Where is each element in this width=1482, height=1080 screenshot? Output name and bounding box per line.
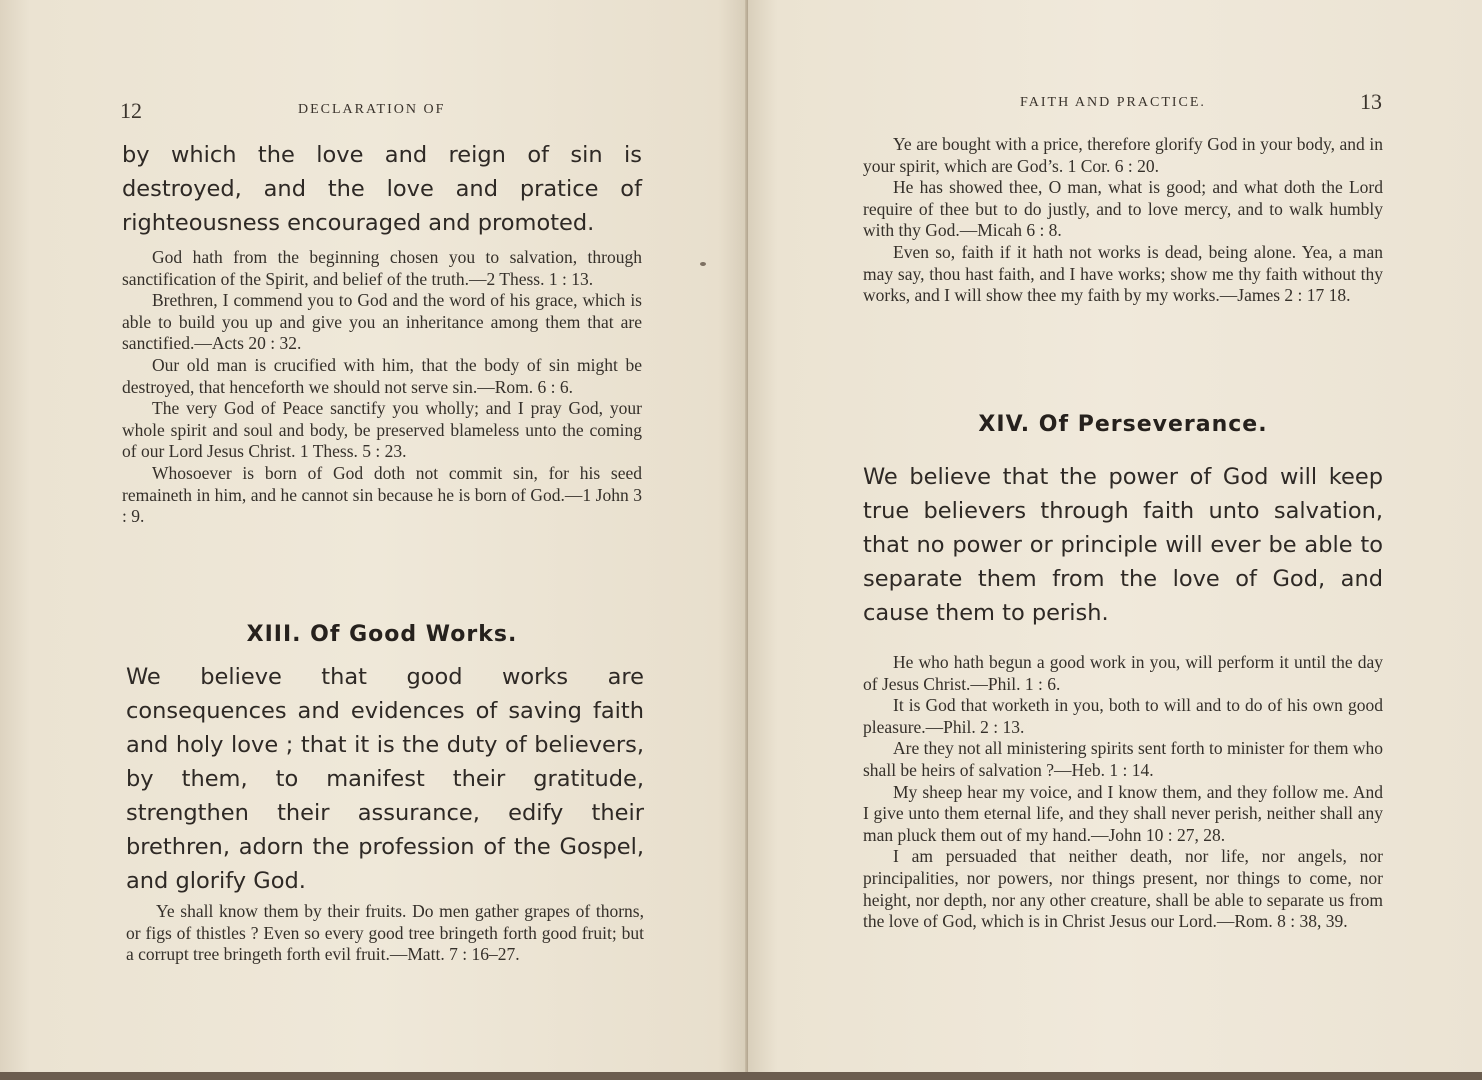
section-heading: XIV. Of Perseverance. — [978, 412, 1268, 437]
section-text: We believe that the power of God will keep true believers through faith unto salvation, that no power or principle will ever be able to separate them from the love of God, and cause them to perish. — [863, 464, 1383, 626]
scripture-verse: Whosoever is born of God doth not commit sin, for his seed remaineth in him, and he cannot sin because he is born of God.—1 John 3 : 9. — [122, 462, 642, 527]
scripture-verse: Our old man is crucified with him, that the body of sin might be destroyed, that henceforth we should not serve sin.—Rom. 6 : 6. — [122, 354, 642, 397]
section-heading: XIII. Of Good Works. — [246, 622, 518, 647]
scripture-verse: He who hath begun a good work in you, will perform it until the day of Jesus Christ.—Phil. 1 : 6. — [863, 652, 1383, 694]
scripture-verse: God hath from the beginning chosen you to salvation, through sanctification of the Spirit, and belief of the truth.—2 Thess. 1 : 13. — [122, 247, 642, 289]
running-head: DECLARATION OF — [298, 102, 446, 117]
scripture-block — [122, 247, 642, 528]
page-number: 13 — [1360, 89, 1382, 114]
scripture-verse: He has showed thee, O man, what is good; and what doth the Lord require of thee but to do justly, and to love mercy, and to walk humbly with thy God.—Micah 6 : 8. — [863, 177, 1383, 241]
running-head: FAITH AND PRACTICE. — [1020, 95, 1206, 110]
scripture-verse: Ye shall know them by their fruits. Do men gather grapes of thorns, or figs of thistles ? Even so every good tree bringeth forth good fruit; but a corrupt tree bringeth forth evil fruit.—Matt. 7 : 16–27. — [126, 901, 644, 965]
scripture-verse: The very God of Peace sanctify you wholly; and I pray God, your whole spirit and soul and body, be preserved blameless unto the coming of our Lord Jesus Christ. 1 Thess. 5 : 23. — [122, 398, 642, 462]
scripture-verse: Are they not all ministering spirits sent forth to minister for them who shall be heirs of salvation ?—Heb. 1 : 14. — [863, 738, 1383, 780]
scripture-verse: Ye are bought with a price, therefore glorify God in your body, and in your spirit, which are God’s. 1 Cor. 6 : 20. — [863, 134, 1383, 176]
section-text: We believe that good works are consequences and evidences of saving faith and holy love ; that it is the duty of believers, by them, to manifest their gratitude, strengthen their assurance, edify their brethren, adorn the profession of the Gospel, and glorify God. — [126, 664, 644, 894]
scripture-verse: My sheep hear my voice, and I know them, and they follow me. And I give unto them eternal life, and they shall never perish, neither shall any man pluck them out of my hand.—John 10 : 27, 28. — [863, 781, 1383, 845]
scripture-verse: Brethren, I commend you to God and the word of his grace, which is able to build you up and give you an inheritance among them that are sanctified.—Acts 20 : 32. — [122, 290, 642, 354]
ink-speck — [700, 262, 706, 266]
scripture-verse: Even so, faith if it hath not works is dead, being alone. Yea, a man may say, thou hast faith, and I have works; show me thy faith without thy works, and I will show thee my faith by my works.—James 2 : 17 18. — [863, 241, 1383, 306]
scripture-block — [863, 134, 1383, 307]
scripture-block — [126, 901, 644, 966]
scripture-verse: I am persuaded that neither death, nor life, nor angels, nor principalities, nor powers, nor things present, nor things to come, nor height, nor depth, nor any other creature, shall be able to separate us from the love of God, which is in Christ Jesus our Lord.—Rom. 8 : 38, 39. — [863, 846, 1383, 932]
continuation-text: by which the love and reign of sin is destroyed, and the love and pratice of righteousness encouraged and promoted. — [122, 142, 642, 236]
right-page — [748, 0, 1482, 1080]
page-number: 12 — [120, 98, 142, 123]
scripture-block — [863, 652, 1383, 933]
scripture-verse: It is God that worketh in you, both to will and to do of his own good pleasure.—Phil. 2 : 13. — [863, 695, 1383, 737]
